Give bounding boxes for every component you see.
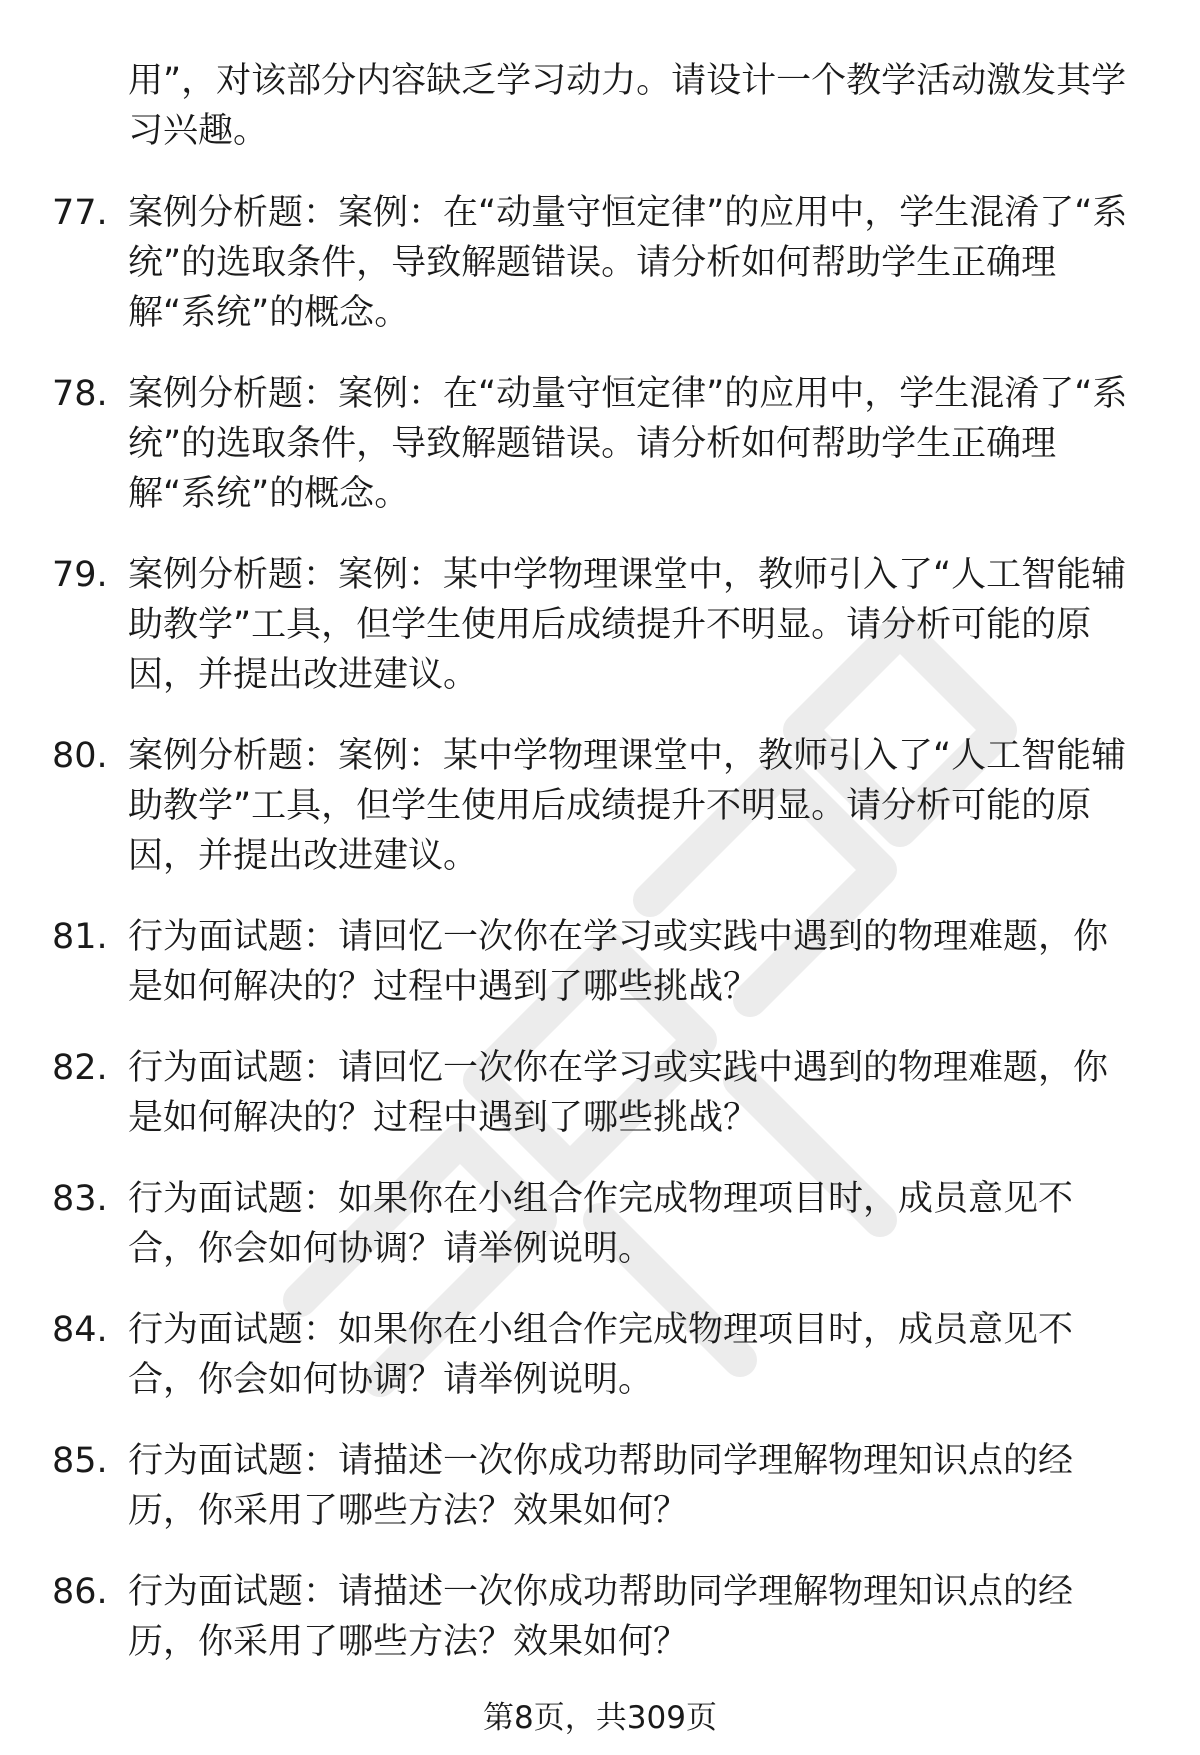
- question-text: 案例分析题：案例：在“动量守恒定律”的应用中，学生混淆了“系统”的选取条件，导致解题错误。请分析如何帮助学生正确理解“系统”的概念。: [128, 193, 1128, 333]
- question-item: [0, 1305, 1200, 1405]
- question-text: 行为面试题：请回忆一次你在学习或实践中遇到的物理难题，你是如何解决的？过程中遇到了哪些挑战？: [128, 1048, 1109, 1138]
- question-item: [0, 188, 1200, 338]
- question-item: [0, 731, 1200, 881]
- question-number: 81.: [52, 917, 108, 957]
- question-text: 行为面试题：请描述一次你成功帮助同学理解物理知识点的经历，你采用了哪些方法？效果如何？: [128, 1572, 1074, 1662]
- question-text: 行为面试题：如果你在小组合作完成物理项目时，成员意见不合，你会如何协调？请举例说明。: [128, 1179, 1074, 1269]
- question-item: [0, 1043, 1200, 1143]
- question-number: 86.: [52, 1572, 108, 1612]
- question-text: 行为面试题：请回忆一次你在学习或实践中遇到的物理难题，你是如何解决的？过程中遇到了哪些挑战？: [128, 917, 1109, 1007]
- question-item: [0, 1567, 1200, 1667]
- question-text: 行为面试题：如果你在小组合作完成物理项目时，成员意见不合，你会如何协调？请举例说明。: [128, 1310, 1074, 1400]
- question-number: 79.: [52, 555, 108, 595]
- question-text: 行为面试题：请描述一次你成功帮助同学理解物理知识点的经历，你采用了哪些方法？效果如何？: [128, 1441, 1074, 1531]
- question-number: 77.: [52, 193, 108, 233]
- question-number: 85.: [52, 1441, 108, 1481]
- question-item: [0, 1436, 1200, 1536]
- question-list: [0, 188, 1200, 1698]
- question-text: 案例分析题：案例：某中学物理课堂中，教师引入了“人工智能辅助教学”工具，但学生使用后成绩提升不明显。请分析可能的原因，并提出改进建议。: [128, 555, 1127, 695]
- question-item: [0, 1174, 1200, 1274]
- question-number: 80.: [52, 736, 108, 776]
- question-number: 83.: [52, 1179, 108, 1219]
- question-text: 案例分析题：案例：某中学物理课堂中，教师引入了“人工智能辅助教学”工具，但学生使用后成绩提升不明显。请分析可能的原因，并提出改进建议。: [128, 736, 1127, 876]
- question-item: [0, 369, 1200, 519]
- question-number: 78.: [52, 374, 108, 414]
- page-footer: 第8页，共309页: [483, 1700, 717, 1736]
- question-number: 84.: [52, 1310, 108, 1350]
- question-number: 82.: [52, 1048, 108, 1088]
- continued-question-text: 用”，对该部分内容缺乏学习动力。请设计一个教学活动激发其学习兴趣。: [128, 61, 1127, 151]
- question-item: [0, 550, 1200, 700]
- question-item: [0, 912, 1200, 1012]
- question-text: 案例分析题：案例：在“动量守恒定律”的应用中，学生混淆了“系统”的选取条件，导致解题错误。请分析如何帮助学生正确理解“系统”的概念。: [128, 374, 1128, 514]
